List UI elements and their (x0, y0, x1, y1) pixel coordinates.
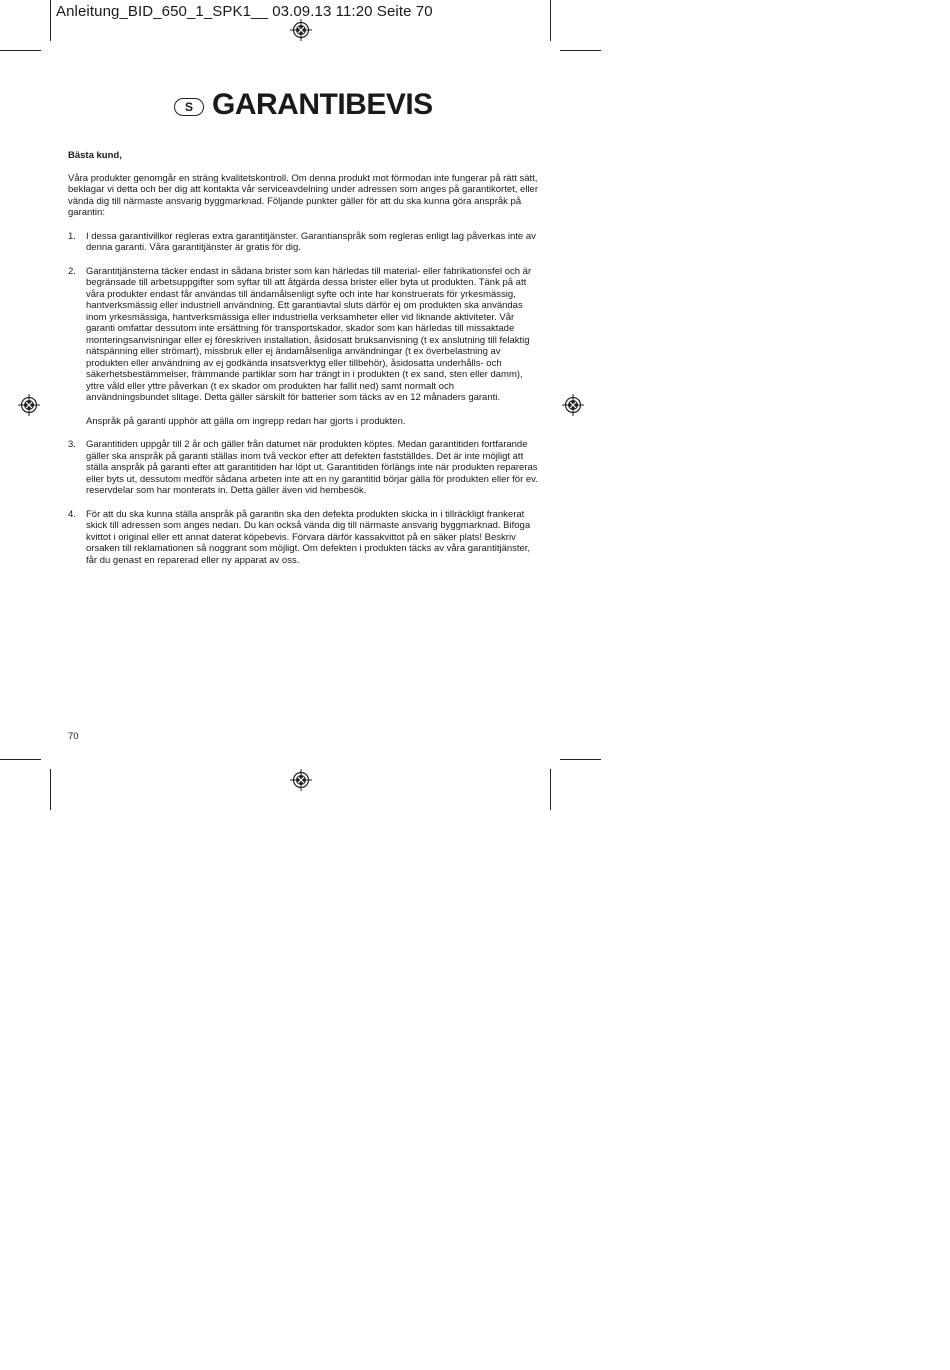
registration-mark-icon (562, 394, 584, 416)
registration-mark-icon (290, 769, 312, 791)
list-item-text: Garantitjänsterna täcker endast in sådana brister som kan härledas till material- eller fabrikationsfel och är begränsade till arbetsuppgifter som syftar till att åtgärda dessa brister eller byta ut produkten. Tänk på att våra produkter endast får användas till ändamålsenligt syfte och inte har konstruerats för yrkesmässig, hantverksmässig eller industriell användning. Ett garantiavtal sluts därför ej om produkten ska användas inom yrkesmässiga, hantverksmässiga eller industriella verksamheter eller vid liknande aktiviteter. Vår garanti omfattar dessutom inte ersättning för transportskador, skador som kan härledas till missaktade monteringsanvisningar eller ej föreskriven installation, åsidosatt bruksanvisning (t ex anslutning till felaktig nätspänning eller strömart), missbruk eller ej ändamålsenliga användningar (t ex överbelastning av produkten eller användning av ej godkända insatsverktyg eller tillbehör), åsidosatta underhålls- och säkerhetsbestämmelser, främmande partiklar som har trängt in i produkten (t ex sand, sten eller damm), yttre våld eller yttre påverkan (t ex skador om produkten har fallit ned) samt normalt och användningsbundet slitage. Detta gäller särskilt för batterier som täcks av en 12 månaders garanti. (86, 265, 532, 403)
list-item (68, 266, 538, 428)
language-badge: S (174, 98, 204, 116)
crop-mark (0, 759, 41, 760)
list-item (68, 509, 538, 567)
list-item-number: 4. (68, 508, 76, 520)
list-item (68, 439, 538, 497)
crop-mark (560, 759, 601, 760)
intro-paragraph: Våra produkter genomgår en sträng kvalitetskontroll. Om denna produkt mot förmodan inte fungerar på rätt sätt, beklagar vi detta och ber dig att kontakta vår serviceavdelning under adressen som anges på garantikortet, eller vända dig till närmaste ansvarig byggmarknad. Följande punkter gäller för att du ska kunna göra anspråk på garantin: (68, 172, 538, 218)
list-item-text: Garantitiden uppgår till 2 år och gäller från datumet när produkten köptes. Medan garantitiden fortfarande gäller ska anspråk på garanti ställas inom två veckor efter att defekten fastställdes. Det är inte möjligt att ställa anspråk på garanti efter att garantitiden har löpt ut. Garantitiden förlängs inte när produkten repareras eller byts ut, dessutom medför sådana arbeten inte att en ny garantitid börjar gälla för produkten eller för ev. reservdelar som har monterats in. Detta gäller även vid hembesök. (86, 439, 538, 496)
list-item (68, 231, 538, 254)
list-item-number: 1. (68, 230, 76, 242)
list-item-number: 3. (68, 439, 76, 450)
page-title: GARANTIBEVIS (212, 88, 433, 121)
registration-mark-icon (18, 394, 40, 416)
page-number: 70 (68, 731, 79, 742)
greeting: Bästa kund, (68, 150, 122, 161)
registration-mark-icon (290, 19, 312, 41)
document-body (68, 150, 538, 578)
page-header (174, 88, 433, 122)
crop-mark (550, 0, 551, 41)
crop-mark (50, 0, 51, 41)
crop-mark (550, 769, 551, 810)
list-item-text: För att du ska kunna ställa anspråk på garantin ska den defekta produkten skicka in i tillräckligt frankerat skick till adressen som anges nedan. Du kan också vända dig till närmaste ansvarig byggmarknad. Bifoga kvittot i original eller ett annat daterat köpebevis. Förvara därför kassakvittot på en säker plats! Beskriv orsaken till reklamationen så noggrant som möjligt. Om defekten i produkten täcks av våra garantitjänster, får du genast en reparerad eller ny apparat av oss. (86, 508, 531, 566)
crop-mark (0, 50, 41, 51)
crop-mark (50, 769, 51, 810)
print-slug-line: Anleitung_BID_650_1_SPK1__ 03.09.13 11:20 Seite 70 (56, 3, 433, 20)
list-item-text: I dessa garantivillkor regleras extra garantitjänster. Garantianspråk som regleras enligt lag påverkas inte av denna garanti. Våra garantitjänster är gratis för dig. (86, 230, 536, 253)
crop-mark (560, 50, 601, 51)
list-item-text: Anspråk på garanti upphör att gälla om ingrepp redan har gjorts i produkten. (86, 415, 406, 427)
list-item-number: 2. (68, 265, 76, 277)
